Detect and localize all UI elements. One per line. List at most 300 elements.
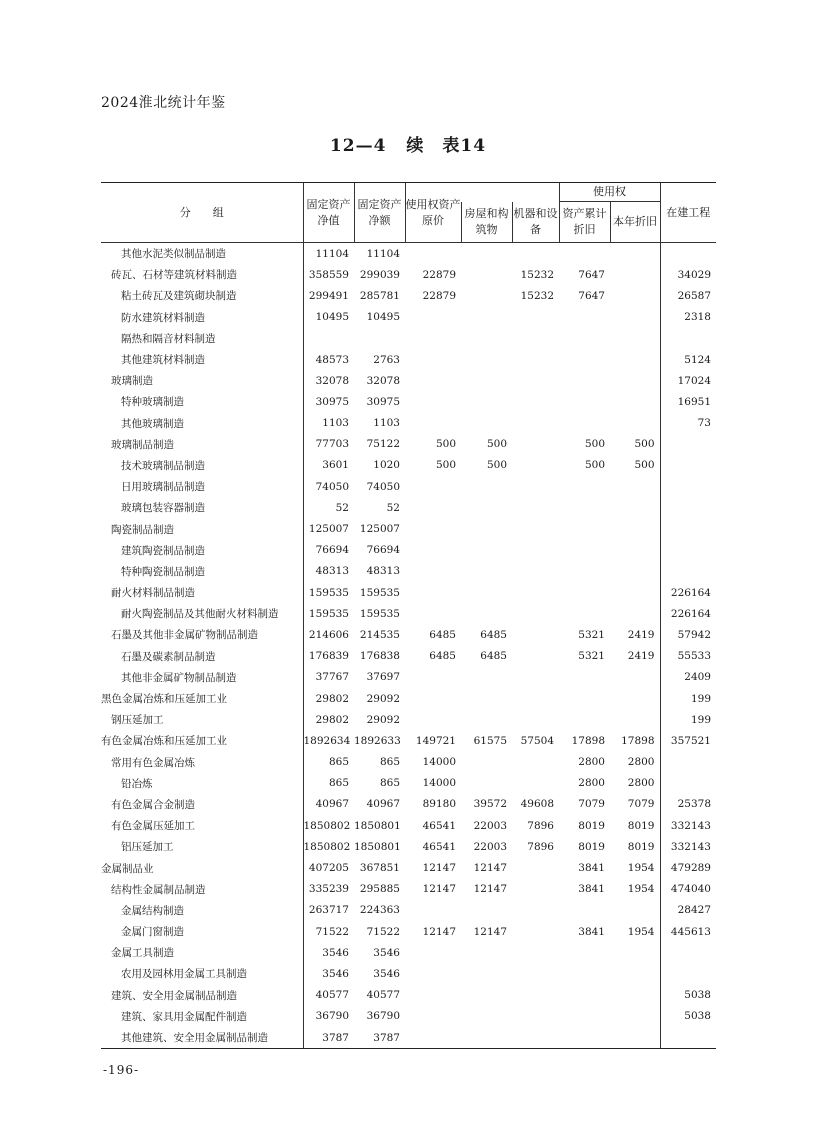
cell-c8 — [660, 455, 716, 476]
table-row — [101, 391, 716, 412]
cell-c6 — [559, 243, 610, 265]
cell-c4 — [461, 773, 512, 794]
cell-c1: 1850802 — [303, 819, 351, 832]
cell-c6: 3841 — [578, 862, 605, 875]
cell-c8 — [660, 561, 716, 582]
row-label: 建筑、家具用金属配件制造 — [101, 1006, 303, 1027]
cell-c4 — [461, 264, 512, 285]
cell-c3 — [405, 582, 461, 603]
cell-c4 — [461, 688, 512, 709]
table-row — [101, 942, 716, 963]
table-row — [101, 773, 716, 794]
row-label: 有色金属冶炼和压延加工业 — [101, 730, 303, 751]
cell-c5 — [512, 963, 559, 984]
cell-c7 — [610, 900, 660, 921]
row-label: 玻璃制造 — [101, 370, 303, 391]
cell-c8 — [660, 752, 716, 773]
cell-c1 — [303, 328, 354, 349]
table-row — [101, 624, 716, 645]
cell-c4 — [461, 349, 512, 370]
cell-c4: 6485 — [480, 650, 507, 663]
row-label: 耐火材料制品制造 — [101, 582, 303, 603]
cell-c2: 125007 — [359, 523, 400, 536]
row-label: 结构性金属制品制造 — [101, 879, 303, 900]
cell-c8 — [660, 1027, 716, 1049]
row-label: 日用玻璃制品制造 — [101, 476, 303, 497]
row-label: 其他建筑材料制造 — [101, 349, 303, 370]
cell-c1: 48573 — [315, 353, 349, 366]
row-label: 玻璃制品制造 — [101, 434, 303, 455]
cell-c4 — [461, 370, 512, 391]
row-label: 玻璃包装容器制造 — [101, 497, 303, 518]
cell-c3 — [405, 476, 461, 497]
cell-c4 — [461, 307, 512, 328]
cell-c5 — [512, 667, 559, 688]
cell-c8: 479289 — [670, 862, 711, 875]
cell-c7: 7079 — [610, 794, 660, 815]
cell-c1: 865 — [328, 777, 349, 790]
cell-c2: 36790 — [366, 1010, 400, 1023]
cell-c8: 5124 — [684, 353, 711, 366]
cell-c1: 299491 — [308, 289, 349, 302]
row-label: 耐火陶瓷制品及其他耐火材料制造 — [101, 603, 303, 624]
cell-c5: 7896 — [527, 840, 554, 853]
cell-c8: 2409 — [684, 671, 711, 684]
cell-c8: 26587 — [677, 289, 711, 302]
row-label: 特种玻璃制造 — [101, 391, 303, 412]
cell-c5 — [512, 328, 559, 349]
cell-c4 — [461, 243, 512, 265]
cell-c2: 48313 — [366, 565, 400, 578]
cell-c8: 332143 — [670, 819, 711, 832]
cell-c1: 335239 — [308, 883, 349, 896]
table-row — [101, 900, 716, 921]
cell-c8: 73 — [697, 417, 711, 430]
cell-c4: 6485 — [480, 628, 507, 641]
row-label: 有色金属合金制造 — [101, 794, 303, 815]
cell-c7 — [610, 285, 660, 306]
cell-c7 — [610, 328, 660, 349]
cell-c5 — [512, 455, 559, 476]
cell-c1: 11104 — [315, 247, 349, 260]
cell-c1: 176839 — [308, 650, 349, 663]
cell-c5 — [512, 773, 559, 794]
cell-c6 — [559, 1027, 610, 1049]
cell-c5 — [512, 624, 559, 645]
cell-c8: 445613 — [670, 925, 711, 938]
cell-c6: 2800 — [578, 777, 605, 790]
cell-c6 — [559, 709, 610, 730]
cell-c2: 3546 — [373, 946, 400, 959]
cell-c8: 57942 — [677, 628, 711, 641]
cell-c5 — [512, 603, 559, 624]
cell-c5: 15232 — [520, 268, 554, 281]
cell-c1: 52 — [335, 501, 349, 514]
row-label: 石墨及其他非金属矿物制品制造 — [101, 624, 303, 645]
cell-c5 — [512, 349, 559, 370]
table-row — [101, 1027, 716, 1049]
table-title — [0, 131, 816, 156]
table-row — [101, 307, 716, 328]
cell-c3 — [405, 391, 461, 412]
cell-c5: 7896 — [527, 819, 554, 832]
cell-c1: 358559 — [308, 268, 349, 281]
cell-c2: 37697 — [366, 671, 400, 684]
cell-c3 — [405, 1006, 461, 1027]
cell-c6: 5321 — [578, 650, 605, 663]
cell-c4 — [461, 497, 512, 518]
row-label: 金属门窗制造 — [101, 921, 303, 942]
table-row — [101, 540, 716, 561]
cell-c7 — [610, 476, 660, 497]
table-row — [101, 518, 716, 539]
cell-c2: 159535 — [359, 586, 400, 599]
cell-c4 — [461, 582, 512, 603]
cell-c1: 40577 — [315, 989, 349, 1002]
table-row — [101, 709, 716, 730]
cell-c8 — [660, 476, 716, 497]
header-right-of-use-original: 使用权资产原价 — [405, 183, 461, 243]
cell-c5 — [512, 752, 559, 773]
cell-c3: 89180 — [422, 798, 456, 811]
cell-c6 — [559, 942, 610, 963]
cell-c7 — [610, 243, 660, 265]
cell-c2: 71522 — [366, 925, 400, 938]
cell-c5 — [512, 942, 559, 963]
cell-c5 — [512, 985, 559, 1006]
cell-c3: 6485 — [429, 650, 456, 663]
cell-c6 — [559, 497, 610, 518]
cell-c5 — [512, 879, 559, 900]
cell-c2: 3787 — [354, 1027, 405, 1049]
cell-c1: 77703 — [315, 438, 349, 451]
table-title-text: 续 表14 — [406, 136, 487, 156]
cell-c2: 30975 — [366, 395, 400, 408]
cell-c8: 5038 — [684, 1010, 711, 1023]
table-row — [101, 752, 716, 773]
cell-c1: 407205 — [308, 862, 349, 875]
row-label: 粘土砖瓦及建筑砌块制造 — [101, 285, 303, 306]
cell-c1: 76694 — [315, 544, 349, 557]
cell-c7: 1954 — [610, 857, 660, 878]
cell-c3 — [405, 518, 461, 539]
cell-c4: 12147 — [473, 883, 507, 896]
cell-c8 — [660, 942, 716, 963]
cell-c8: 5038 — [684, 989, 711, 1002]
cell-c2: 11104 — [366, 247, 400, 260]
cell-c6: 7079 — [578, 798, 605, 811]
cell-c4: 12147 — [473, 862, 507, 875]
table-row — [101, 264, 716, 285]
cell-c7: 500 — [610, 434, 660, 455]
cell-c5 — [512, 582, 559, 603]
cell-c4 — [461, 709, 512, 730]
cell-c6 — [559, 1006, 610, 1027]
cell-c8: 16951 — [677, 395, 711, 408]
cell-c8: 28427 — [677, 904, 711, 917]
cell-c1: 29802 — [315, 692, 349, 705]
table-row — [101, 434, 716, 455]
cell-c2: 224363 — [359, 904, 400, 917]
row-label: 其他玻璃制造 — [101, 413, 303, 434]
table-row — [101, 815, 716, 836]
row-label: 砖瓦、石材等建筑材料制造 — [101, 264, 303, 285]
cell-c5 — [512, 1006, 559, 1027]
cell-c5 — [512, 646, 559, 667]
cell-c6 — [559, 307, 610, 328]
cell-c7 — [610, 540, 660, 561]
cell-c3 — [405, 667, 461, 688]
cell-c2: 29092 — [366, 692, 400, 705]
row-label: 铅冶炼 — [101, 773, 303, 794]
cell-c8 — [660, 434, 716, 455]
cell-c5 — [512, 709, 559, 730]
cell-c7: 1954 — [610, 921, 660, 942]
table-number: 12—4 — [329, 136, 387, 156]
cell-c3 — [405, 985, 461, 1006]
cell-c6 — [559, 561, 610, 582]
cell-c1: 1850802 — [303, 840, 351, 853]
cell-c4: 22003 — [473, 840, 507, 853]
cell-c6: 7647 — [578, 289, 605, 302]
cell-c7 — [610, 370, 660, 391]
cell-c2: 10495 — [366, 311, 400, 324]
cell-c7: 8019 — [610, 836, 660, 857]
cell-c5 — [512, 1027, 559, 1049]
cell-c5 — [512, 561, 559, 582]
row-label: 技术玻璃制品制造 — [101, 455, 303, 476]
cell-c7 — [610, 391, 660, 412]
table-row — [101, 497, 716, 518]
cell-c6: 8019 — [578, 819, 605, 832]
cell-c2: 285781 — [359, 289, 400, 302]
header-net-value: 固定资产净值 — [303, 183, 354, 243]
cell-c5 — [512, 688, 559, 709]
row-label: 铝压延加工 — [101, 836, 303, 857]
cell-c3 — [405, 497, 461, 518]
cell-c4: 500 — [486, 438, 507, 451]
cell-c3: 6485 — [429, 628, 456, 641]
cell-c3 — [405, 413, 461, 434]
cell-c7 — [610, 688, 660, 709]
cell-c4 — [461, 413, 512, 434]
cell-c7: 2800 — [610, 752, 660, 773]
header-category: 分 组 — [101, 183, 303, 243]
cell-c7 — [610, 667, 660, 688]
cell-c8: 226164 — [670, 607, 711, 620]
cell-c3: 149721 — [415, 734, 456, 747]
cell-c2: 214535 — [359, 628, 400, 641]
cell-c5 — [512, 921, 559, 942]
row-label: 黑色金属冶炼和压延加工业 — [101, 688, 303, 709]
cell-c5 — [512, 518, 559, 539]
running-head: 2024淮北统计年鉴 — [101, 95, 226, 111]
cell-c8: 474040 — [670, 883, 711, 896]
cell-c3: 14000 — [422, 756, 456, 769]
cell-c7: 17898 — [610, 730, 660, 751]
cell-c7 — [610, 1006, 660, 1027]
cell-c4 — [461, 942, 512, 963]
cell-c1: 3601 — [322, 459, 349, 472]
cell-c2: 299039 — [359, 268, 400, 281]
cell-c5 — [512, 497, 559, 518]
cell-c6: 5321 — [578, 628, 605, 641]
cell-c4: 39572 — [473, 798, 507, 811]
cell-c8: 226164 — [670, 586, 711, 599]
cell-c2: 2763 — [373, 353, 400, 366]
cell-c7 — [610, 582, 660, 603]
table-row — [101, 370, 716, 391]
cell-c8: 34029 — [677, 268, 711, 281]
cell-c6 — [559, 370, 610, 391]
cell-c3 — [405, 709, 461, 730]
table-row — [101, 582, 716, 603]
cell-c2 — [354, 328, 405, 349]
cell-c3: 46541 — [422, 819, 456, 832]
cell-c2: 3546 — [373, 967, 400, 980]
header-net-amount: 固定资产净额 — [354, 183, 405, 243]
cell-c4 — [461, 1006, 512, 1027]
cell-c5: 15232 — [520, 289, 554, 302]
cell-c6: 7647 — [578, 268, 605, 281]
cell-c8 — [660, 497, 716, 518]
table-row — [101, 688, 716, 709]
cell-c6 — [559, 518, 610, 539]
cell-c5 — [512, 307, 559, 328]
cell-c4 — [461, 476, 512, 497]
cell-c1: 40967 — [315, 798, 349, 811]
cell-c5 — [512, 476, 559, 497]
cell-c7 — [610, 518, 660, 539]
cell-c8: 2318 — [684, 311, 711, 324]
cell-c2: 75122 — [366, 438, 400, 451]
row-label: 隔热和隔音材料制造 — [101, 328, 303, 349]
cell-c1: 37767 — [315, 671, 349, 684]
cell-c7 — [610, 413, 660, 434]
cell-c7 — [610, 561, 660, 582]
table-row — [101, 667, 716, 688]
cell-c4 — [461, 328, 512, 349]
cell-c3 — [405, 370, 461, 391]
cell-c7 — [610, 963, 660, 984]
table-row — [101, 1006, 716, 1027]
table-row — [101, 794, 716, 815]
page-number: -196- — [103, 1063, 140, 1077]
cell-c3: 12147 — [422, 883, 456, 896]
cell-c5 — [512, 434, 559, 455]
cell-c1: 159535 — [308, 607, 349, 620]
cell-c6 — [559, 667, 610, 688]
cell-c6 — [559, 985, 610, 1006]
cell-c8 — [660, 243, 716, 265]
cell-c8 — [660, 963, 716, 984]
row-label: 陶瓷制品制造 — [101, 518, 303, 539]
cell-c5 — [512, 370, 559, 391]
header-year-depreciation: 本年折旧 — [610, 202, 660, 243]
cell-c8: 25378 — [677, 798, 711, 811]
cell-c8: 199 — [690, 692, 711, 705]
cell-c6: 17898 — [571, 734, 605, 747]
cell-c8 — [660, 540, 716, 561]
cell-c7: 2419 — [610, 646, 660, 667]
row-label: 金属工具制造 — [101, 942, 303, 963]
cell-c4 — [461, 752, 512, 773]
table-row — [101, 985, 716, 1006]
row-label: 钢压延加工 — [101, 709, 303, 730]
cell-c3 — [405, 540, 461, 561]
cell-c2: 1103 — [373, 417, 400, 430]
cell-c1: 3787 — [303, 1027, 354, 1049]
cell-c6 — [559, 391, 610, 412]
cell-c6: 500 — [584, 438, 605, 451]
cell-c2: 40577 — [366, 989, 400, 1002]
header-accumulated-depreciation: 资产累计折旧 — [559, 202, 610, 243]
cell-c6 — [559, 582, 610, 603]
cell-c2: 367851 — [359, 862, 400, 875]
table-row — [101, 646, 716, 667]
table-row — [101, 561, 716, 582]
table-row — [101, 836, 716, 857]
cell-c5 — [512, 540, 559, 561]
cell-c3: 22879 — [422, 268, 456, 281]
cell-c8: 199 — [690, 713, 711, 726]
row-label: 建筑陶瓷制品制造 — [101, 540, 303, 561]
cell-c1: 125007 — [308, 523, 349, 536]
cell-c6 — [559, 603, 610, 624]
cell-c3 — [405, 307, 461, 328]
cell-c1: 30975 — [315, 395, 349, 408]
cell-c5: 57504 — [520, 734, 554, 747]
cell-c3: 12147 — [422, 925, 456, 938]
cell-c1: 74050 — [315, 480, 349, 493]
cell-c1: 3546 — [322, 967, 349, 980]
cell-c1: 865 — [328, 756, 349, 769]
table-row — [101, 730, 716, 751]
table-row — [101, 963, 716, 984]
cell-c2: 1892633 — [354, 734, 401, 747]
row-label: 防水建筑材料制造 — [101, 307, 303, 328]
cell-c3 — [405, 1027, 461, 1049]
cell-c7: 2419 — [610, 624, 660, 645]
cell-c2: 1850801 — [354, 840, 401, 853]
cell-c2: 159535 — [359, 607, 400, 620]
row-label: 其他水泥类似制品制造 — [101, 243, 303, 265]
cell-c3: 46541 — [422, 840, 456, 853]
cell-c1: 214606 — [308, 628, 349, 641]
cell-c6 — [559, 349, 610, 370]
cell-c6 — [559, 328, 610, 349]
cell-c8 — [660, 773, 716, 794]
cell-c1: 32078 — [315, 374, 349, 387]
cell-c4 — [461, 1027, 512, 1049]
cell-c4 — [461, 963, 512, 984]
header-machinery: 机器和设备 — [512, 202, 559, 243]
cell-c8 — [660, 518, 716, 539]
cell-c7 — [610, 603, 660, 624]
cell-c3: 500 — [435, 438, 456, 451]
cell-c7 — [610, 497, 660, 518]
cell-c4: 500 — [486, 459, 507, 472]
cell-c4 — [461, 603, 512, 624]
cell-c1: 263717 — [308, 904, 349, 917]
cell-c4 — [461, 985, 512, 1006]
table-row — [101, 455, 716, 476]
row-label: 金属制品业 — [101, 857, 303, 878]
cell-c5 — [512, 413, 559, 434]
cell-c6 — [559, 688, 610, 709]
data-table-container — [101, 182, 716, 1049]
cell-c6 — [559, 540, 610, 561]
